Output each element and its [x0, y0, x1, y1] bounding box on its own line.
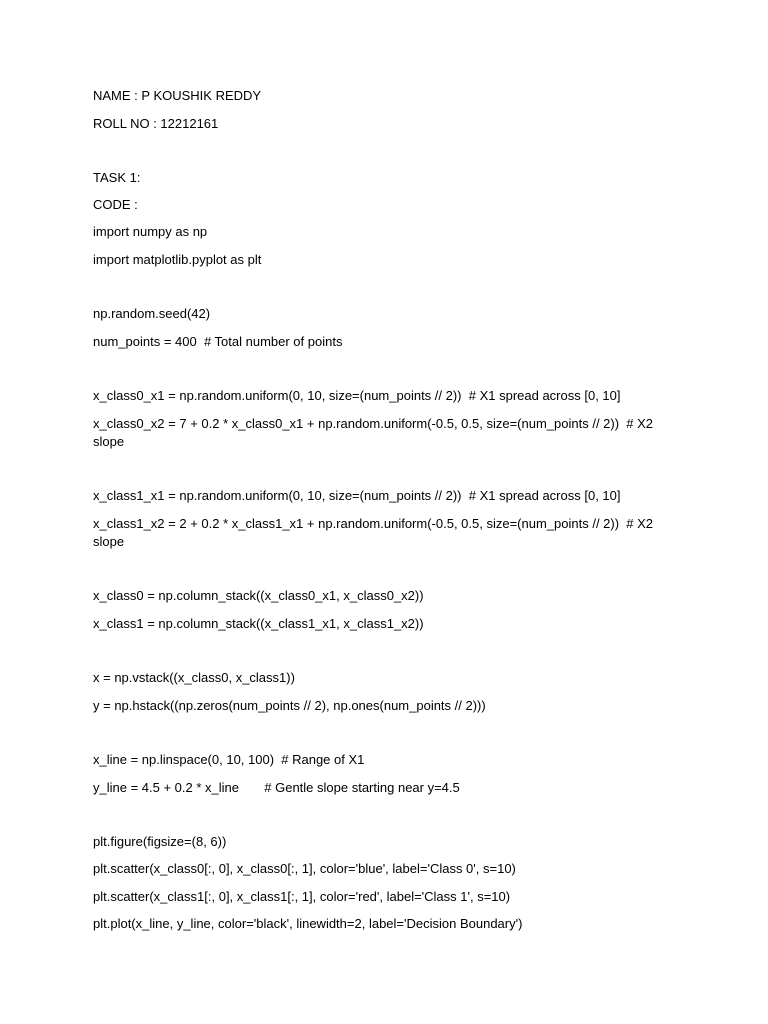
code-line: plt.scatter(x_class0[:, 0], x_class0[:, 1], color='blue', label='Class 0', s=10) [93, 861, 516, 876]
student-name: NAME : P KOUSHIK REDDY [93, 88, 262, 103]
code-label: CODE : [93, 197, 138, 212]
code-line: x = np.vstack((x_class0, x_class1)) [93, 670, 295, 685]
code-line: x_class1 = np.column_stack((x_class1_x1, x_class1_x2)) [93, 616, 424, 631]
code-line: x_class0_x2 = 7 + 0.2 * x_class0_x1 + np.random.uniform(-0.5, 0.5, size=(num_points // 2)) # X2 slope [93, 416, 657, 449]
code-line: import matplotlib.pyplot as plt [93, 252, 262, 267]
code-line: x_line = np.linspace(0, 10, 100) # Range of X1 [93, 752, 365, 767]
code-line: x_class0_x1 = np.random.uniform(0, 10, size=(num_points // 2)) # X1 spread across [0, 10] [93, 388, 621, 403]
roll-number: ROLL NO : 12212161 [93, 116, 219, 131]
code-line: y_line = 4.5 + 0.2 * x_line # Gentle slope starting near y=4.5 [93, 780, 460, 795]
code-line: np.random.seed(42) [93, 306, 211, 321]
code-line: plt.figure(figsize=(8, 6)) [93, 834, 227, 849]
code-line: plt.scatter(x_class1[:, 0], x_class1[:, 1], color='red', label='Class 1', s=10) [93, 889, 511, 904]
code-line: import numpy as np [93, 224, 208, 239]
code-line: num_points = 400 # Total number of points [93, 334, 343, 349]
task-heading: TASK 1: [93, 170, 141, 185]
code-line: y = np.hstack((np.zeros(num_points // 2), np.ones(num_points // 2))) [93, 698, 486, 713]
code-line: plt.plot(x_line, y_line, color='black', linewidth=2, label='Decision Boundary') [93, 916, 523, 931]
code-line: x_class1_x2 = 2 + 0.2 * x_class1_x1 + np.random.uniform(-0.5, 0.5, size=(num_points // 2)) # X2 slope [93, 516, 657, 549]
code-line: x_class0 = np.column_stack((x_class0_x1, x_class0_x2)) [93, 588, 424, 603]
code-line: x_class1_x1 = np.random.uniform(0, 10, size=(num_points // 2)) # X1 spread across [0, 10] [93, 488, 621, 503]
